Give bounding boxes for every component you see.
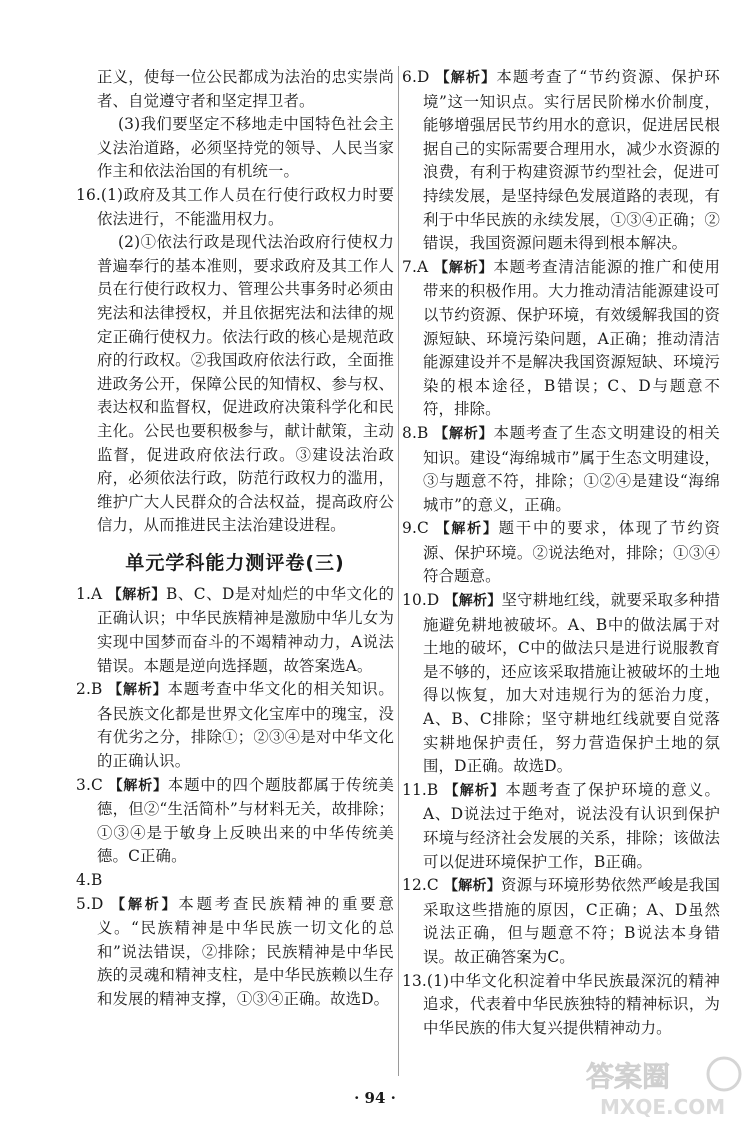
q15-continuation: 正义，使每一位公民都成为法治的忠实崇尚者、自觉遵守者和坚定捍卫者。 <box>97 68 394 110</box>
answer-4: 4.B <box>76 871 103 889</box>
answer-10: 10.D 【解析】坚守耕地红线，就要采取多种措施避免耕地被破坏。A、B中的做法属于对土地的破坏，C中的做法只是进行说服教育是不够的，还应该采取措施让被破坏的土地得以恢复，加大对违规行为的惩治力度，A、B、C排除；坚守耕地红线就要自觉落实耕地保护责任，努力营造保护土地的氛围，D正确。故选D。 <box>402 591 720 776</box>
answer-7: 7.A 【解析】本题考查清洁能源的推广和使用带来的积极作用。大力推动清洁能源建设可以节约资源、保护环境，有效缓解我国的资源短缺、环境污染问题，A正确；推动清洁能源建设并不是解决我国资源短缺、环境污染的根本途径，B错误；C、D与题意不符，排除。 <box>402 257 720 419</box>
analysis-label: 【解析】 <box>434 259 494 276</box>
analysis-label: 【解析】 <box>108 682 168 699</box>
right-column <box>402 66 720 1040</box>
page-number: · 94 · <box>354 1089 396 1107</box>
analysis-label: 【解析】 <box>444 593 502 610</box>
answer-8: 8.B 【解析】本题考查了生态文明建设的相关知识。建设“海绵城市”属于生态文明建设，③与题意不符，排除；①②④是建设“海绵城市”的意义，正确。 <box>402 423 720 514</box>
analysis-label: 【解析】 <box>108 777 168 794</box>
analysis-label: 【解析】 <box>444 878 502 895</box>
answer-5: 5.D 【解析】本题考查民族精神的重要意义。“民族精神是中华民族一切文化的总和”说法错误，②排除；民族精神是中华民族的灵魂和精神支柱，是中华民族赖以生存和发展的精神支撑，①③④正确。故选D。 <box>76 894 394 1008</box>
left-column <box>76 66 394 1012</box>
answer-2: 2.B 【解析】本题考查中华文化的相关知识。各民族文化都是世界文化宝库中的瑰宝，没有优劣之分，排除①；②③④是对中华文化的正确认识。 <box>76 680 394 771</box>
analysis-label: 【解析】 <box>111 896 179 913</box>
svg-text:答案圈: 答案圈 <box>586 1060 671 1093</box>
answer-12: 12.C 【解析】资源与环境形势依然严峻是我国采取这些措施的原因，C正确；A、D虽然说法正确，但与题意不符；B说法本身错误。故正确答案为C。 <box>402 876 720 966</box>
answer-9: 9.C 【解析】题干中的要求，体现了节约资源、保护环境。②说法绝对，排除；①③④符合题意。 <box>402 519 721 586</box>
answer-11: 11.B 【解析】本题考查了保护环境的意义。A、D说法过于绝对，说法没有认识到保护环境与经济社会发展的关系，排除；该做法可以促进环境保护工作，B正确。 <box>402 780 720 871</box>
analysis-label: 【解析】 <box>444 782 506 799</box>
answer-6: 6.D 【解析】本题考查了“节约资源、保护环境”这一知识点。实行居民阶梯水价制度，能够增强居民节约用水的意识，促进居民根据自己的实际需要合理用水，减少水资源的浪费，有利于构建资源节约型社会，促进可持续发展，是坚持绿色发展道路的表现，有利于中华民族的永续发展，①③④正确；②错误，我国资源问题未得到根本解决。 <box>402 68 720 253</box>
answer-13: 13.(1)中华文化积淀着中华民族最深沉的精神追求，代表着中华民族独特的精神标识，为中华民族的伟大复兴提供精神动力。 <box>402 971 720 1037</box>
q16-part1: 16.(1)政府及其工作人员在行使行政权力时要依法进行，不能滥用权力。 <box>76 185 394 228</box>
column-divider <box>398 66 399 1076</box>
svg-text:MXQE.COM: MXQE.COM <box>600 1095 726 1119</box>
answer-1: 1.A 【解析】B、C、D是对灿烂的中华文化的正确认识；中华民族精神是激励中华儿女为实现中国梦而奋斗的不竭精神动力，A说法错误。本题是逆向选择题，故答案选A。 <box>76 584 394 675</box>
answer-3: 3.C 【解析】本题中的四个题肢都属于传统美德，但②“生活简朴”与材料无关，故排除；①③④是于敏身上反映出来的中华传统美德。C正确。 <box>76 775 395 866</box>
q15-part3: (3)我们要坚定不移地走中国特色社会主义法治道路，必须坚持党的领导、人民当家作主和依法治国的有机统一。 <box>97 115 394 181</box>
watermark-logo <box>582 1052 742 1122</box>
q16-part2: (2)①依法行政是现代法治政府行使权力普遍奉行的基本准则，要求政府及其工作人员在行使行政权力、管理公共事务时必须由宪法和法律授权，并且依据宪法和法律的规定正确行使权力。依法行政的核心是规范政府的行政权。②我国政府依法行政，全面推进政务公开，保障公民的知情权、参与权、表达权和监督权，促进政府决策科学化和民主化。公民也要积极参与，献计献策，主动监督，促进政府依法行政。③建设法治政府，必须依法行政，防范行政权力的滥用，维护广大人民群众的合法权益，提高政府公信力，从而推进民主法治建设进程。 <box>97 233 394 535</box>
analysis-label: 【解析】 <box>434 425 494 442</box>
analysis-label: 【解析】 <box>435 521 499 538</box>
analysis-label: 【解析】 <box>107 586 166 603</box>
section-title: 单元学科能力测评卷(三) <box>125 551 345 574</box>
analysis-label: 【解析】 <box>435 70 497 86</box>
